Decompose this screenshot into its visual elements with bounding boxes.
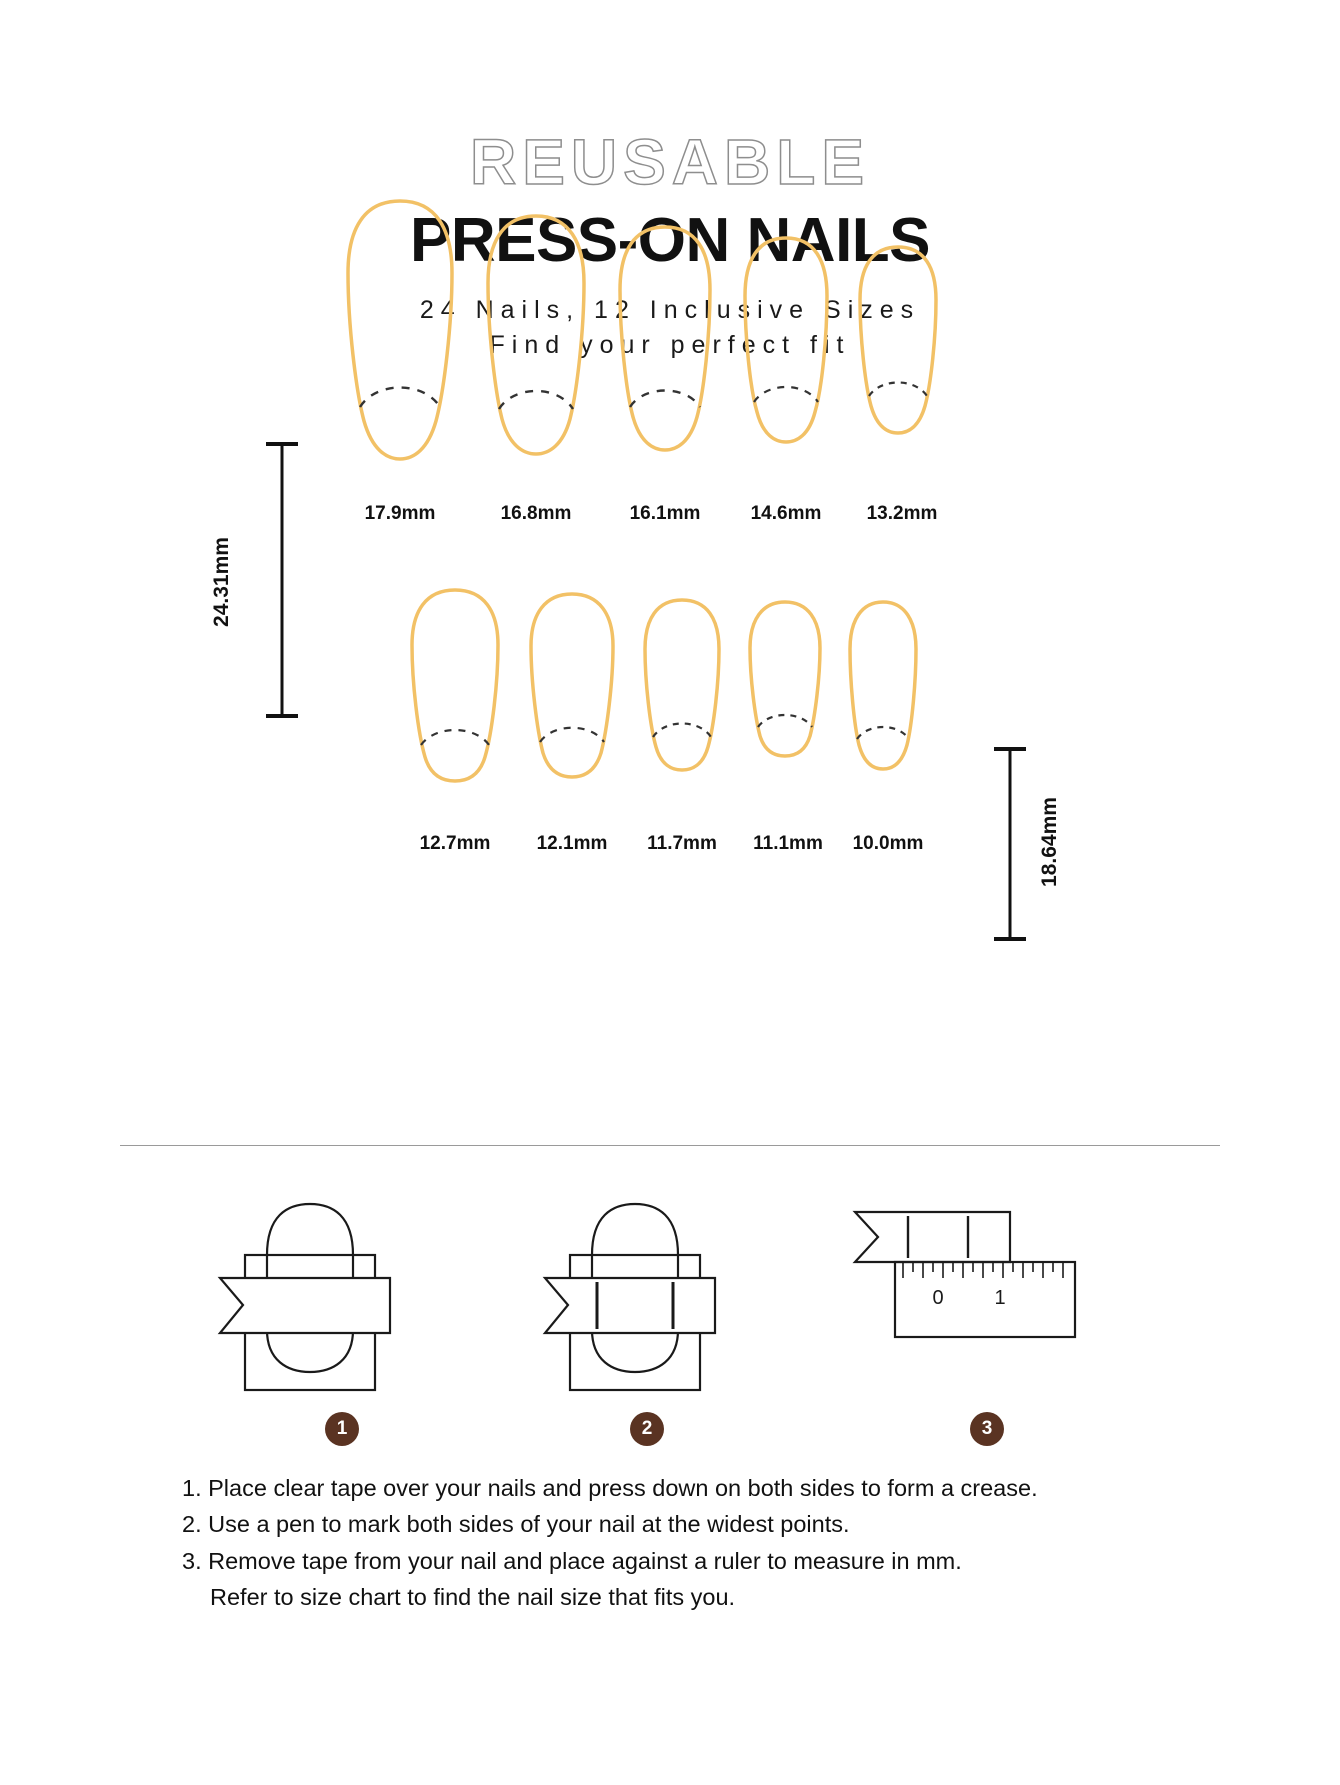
size-chart [0, 455, 1340, 1015]
measure-steps-diagram [0, 1200, 1340, 1460]
nail-shape-2 [470, 210, 602, 460]
svg-text:0: 0 [932, 1287, 944, 1309]
top-row-height-dimension [262, 440, 302, 725]
nail-width-label-5: 13.2mm [866, 503, 938, 524]
nail-shape-10 [835, 597, 931, 777]
nail-shape-9 [735, 597, 835, 759]
nail-width-label-8: 11.7mm [647, 833, 717, 854]
nail-width-label-3: 16.1mm [629, 503, 701, 524]
instruction-1: 1. Place clear tape over your nails and press down on both sides to form a crease. [182, 1475, 1038, 1501]
instruction-3-continued: Refer to size chart to find the nail size that fits you. [210, 1584, 736, 1611]
step-2-illustration [540, 1200, 770, 1405]
nail-shape-3 [602, 221, 728, 456]
nail-shape-5 [844, 241, 952, 437]
bottom-row-height-label: 18.64mm [1038, 797, 1061, 887]
nail-width-label-2: 16.8mm [500, 503, 572, 524]
nail-width-label-6: 12.7mm [419, 833, 491, 854]
nail-width-label-10: 10.0mm [852, 833, 924, 854]
instruction-2: 2. Use a pen to mark both sides of your nail at the widest points. [182, 1511, 850, 1538]
section-divider [120, 1145, 1220, 1146]
title-outline: REUSABLE [469, 126, 871, 198]
bottom-row-height-dimension [990, 745, 1030, 948]
nail-shape-4 [728, 232, 844, 447]
subtitle-line-1: 24 Nails, 12 Inclusive Sizes [419, 296, 921, 324]
nail-width-label-1: 17.9mm [364, 503, 436, 524]
page-title: PRESS-ON NAILS [409, 206, 931, 275]
step-1-illustration [215, 1200, 445, 1405]
nail-shape-7 [515, 589, 629, 781]
nail-shape-6 [395, 585, 515, 785]
step-3-illustration [850, 1200, 1100, 1405]
step-badge-3: 3 [970, 1412, 1004, 1446]
step-badge-1: 1 [325, 1412, 359, 1446]
subtitle-line-2: Find your perfect fit [489, 331, 851, 359]
instruction-3: 3. Remove tape from your nail and place against a ruler to measure in mm. [182, 1547, 962, 1574]
nail-shape-8 [629, 595, 735, 773]
nail-width-label-9: 11.1mm [753, 833, 823, 854]
nail-width-label-4: 14.6mm [750, 503, 822, 524]
step-badge-2: 2 [630, 1412, 664, 1446]
instructions-list [182, 1470, 1192, 1616]
top-row-height-label: 24.31mm [210, 537, 233, 627]
nail-width-label-7: 12.1mm [536, 833, 608, 854]
svg-text:1: 1 [994, 1287, 1006, 1309]
nail-shape-1 [330, 195, 470, 465]
